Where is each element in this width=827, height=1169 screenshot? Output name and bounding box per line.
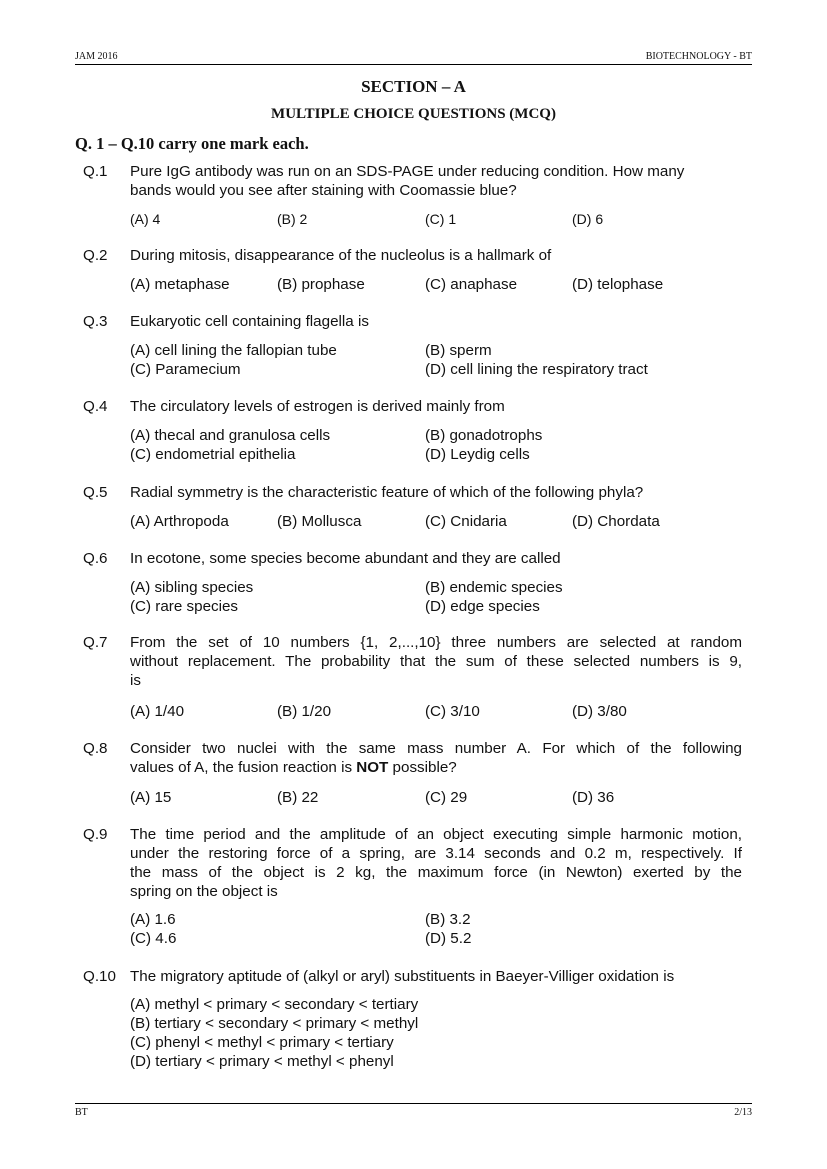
- footer-rule: [75, 1103, 752, 1104]
- option-d: (D) 3/80: [572, 703, 627, 720]
- option-d: (D) cell lining the respiratory tract: [425, 361, 648, 378]
- option-d: (D) 36: [572, 789, 615, 806]
- option-a: (A) 4: [130, 211, 161, 227]
- option-c: (C) endometrial epithelia: [130, 446, 296, 463]
- question-text-line: Eukaryotic cell containing flagella is: [130, 313, 369, 330]
- header-paper-name: BIOTECHNOLOGY - BT: [645, 51, 752, 62]
- question-text-line: Pure IgG antibody was run on an SDS-PAGE under reducing condition. How many: [130, 163, 685, 180]
- question-text-part: values of A, the fusion reaction is: [130, 759, 357, 776]
- option-a: (A) thecal and granulosa cells: [130, 427, 331, 444]
- question-text-line: The migratory aptitude of (alkyl or aryl) substituents in Baeyer-Villiger oxidation is: [130, 968, 675, 985]
- section-subtitle: MULTIPLE CHOICE QUESTIONS (MCQ): [271, 106, 556, 122]
- question-1: [83, 162, 743, 232]
- option-d: (D) Chordata: [572, 513, 660, 530]
- option-b: (B) 2: [277, 211, 308, 227]
- question-8: [83, 739, 743, 809]
- question-text-line: the mass of the object is 2 kg, the maximum force (in Newton) exerted by the: [130, 864, 742, 881]
- question-number: Q.3: [83, 313, 108, 330]
- question-text-line: From the set of 10 numbers {1, 2,...,10} three numbers are selected at random: [130, 634, 742, 651]
- option-a: (A) sibling species: [130, 579, 254, 596]
- question-number: Q.9: [83, 826, 108, 843]
- question-text-part: possible?: [388, 759, 457, 776]
- page-number: 2/13: [734, 1107, 752, 1118]
- marks-instruction: Q. 1 – Q.10 carry one mark each.: [75, 134, 309, 153]
- option-c: (C) 1: [425, 211, 457, 227]
- question-text-line: In ecotone, some species become abundant and they are called: [130, 550, 561, 567]
- option-d: (D) tertiary < primary < methyl < phenyl: [130, 1053, 394, 1070]
- option-b: (B) Mollusca: [277, 513, 362, 530]
- option-d: (D) 5.2: [425, 930, 472, 947]
- emphasis-not: NOT: [356, 759, 389, 776]
- question-text-line: Radial symmetry is the characteristic feature of which of the following phyla?: [130, 484, 644, 501]
- option-a: (A) Arthropoda: [130, 513, 229, 530]
- question-number: Q.5: [83, 484, 108, 501]
- question-number: Q.4: [83, 398, 108, 415]
- option-a: (A) metaphase: [130, 276, 230, 293]
- option-c: (C) anaphase: [425, 276, 518, 293]
- question-number: Q.7: [83, 634, 108, 651]
- question-5: [83, 483, 743, 533]
- footer-paper-code: BT: [75, 1107, 88, 1118]
- option-c: (C) rare species: [130, 598, 239, 615]
- question-3: [83, 312, 743, 382]
- question-7: [83, 633, 743, 723]
- question-4: [83, 397, 743, 467]
- question-number: Q.6: [83, 550, 108, 567]
- question-number: Q.1: [83, 163, 108, 180]
- option-b: (B) endemic species: [425, 579, 563, 596]
- question-text-line: Consider two nuclei with the same mass number A. For which of the following: [130, 740, 742, 757]
- option-a: (A) 15: [130, 789, 172, 806]
- question-text-line: [130, 758, 742, 777]
- option-c: (C) 4.6: [130, 930, 177, 947]
- option-d: (D) telophase: [572, 276, 664, 293]
- question-text-line: spring on the object is: [130, 883, 278, 900]
- question-text-line: is: [130, 672, 141, 689]
- option-b: (B) prophase: [277, 276, 365, 293]
- question-10: [83, 967, 743, 1077]
- option-c: (C) Cnidaria: [425, 513, 507, 530]
- option-d: (D) 6: [572, 211, 604, 227]
- option-a: (A) cell lining the fallopian tube: [130, 342, 337, 359]
- section-title: SECTION – A: [361, 77, 466, 96]
- question-2: [83, 246, 743, 296]
- option-c: (C) Paramecium: [130, 361, 241, 378]
- question-text-line: bands would you see after staining with Coomassie blue?: [130, 182, 517, 199]
- option-a: (A) methyl < primary < secondary < tertiary: [130, 996, 419, 1013]
- question-6: [83, 549, 743, 619]
- option-b: (B) sperm: [425, 342, 492, 359]
- question-text-line: The time period and the amplitude of an object executing simple harmonic motion,: [130, 826, 742, 843]
- question-text-line: under the restoring force of a spring, are 3.14 seconds and 0.2 m, respectively. If: [130, 845, 742, 862]
- option-d: (D) edge species: [425, 598, 540, 615]
- question-number: Q.8: [83, 740, 108, 757]
- header-rule: [75, 64, 752, 65]
- option-b: (B) gonadotrophs: [425, 427, 543, 444]
- option-b: (B) tertiary < secondary < primary < methyl: [130, 1015, 419, 1032]
- option-c: (C) 29: [425, 789, 468, 806]
- option-a: (A) 1/40: [130, 703, 185, 720]
- option-b: (B) 3.2: [425, 911, 471, 928]
- question-number: Q.2: [83, 247, 108, 264]
- question-text-line: without replacement. The probability that the sum of these selected numbers is 9,: [130, 653, 742, 670]
- option-a: (A) 1.6: [130, 911, 176, 928]
- question-number: Q.10: [83, 968, 116, 985]
- question-9: [83, 825, 743, 955]
- header-exam-name: JAM 2016: [75, 51, 118, 62]
- question-text-line: The circulatory levels of estrogen is derived mainly from: [130, 398, 505, 415]
- option-b: (B) 1/20: [277, 703, 332, 720]
- option-c: (C) phenyl < methyl < primary < tertiary: [130, 1034, 394, 1051]
- question-text-line: During mitosis, disappearance of the nucleolus is a hallmark of: [130, 247, 552, 264]
- option-b: (B) 22: [277, 789, 319, 806]
- option-d: (D) Leydig cells: [425, 446, 530, 463]
- option-c: (C) 3/10: [425, 703, 480, 720]
